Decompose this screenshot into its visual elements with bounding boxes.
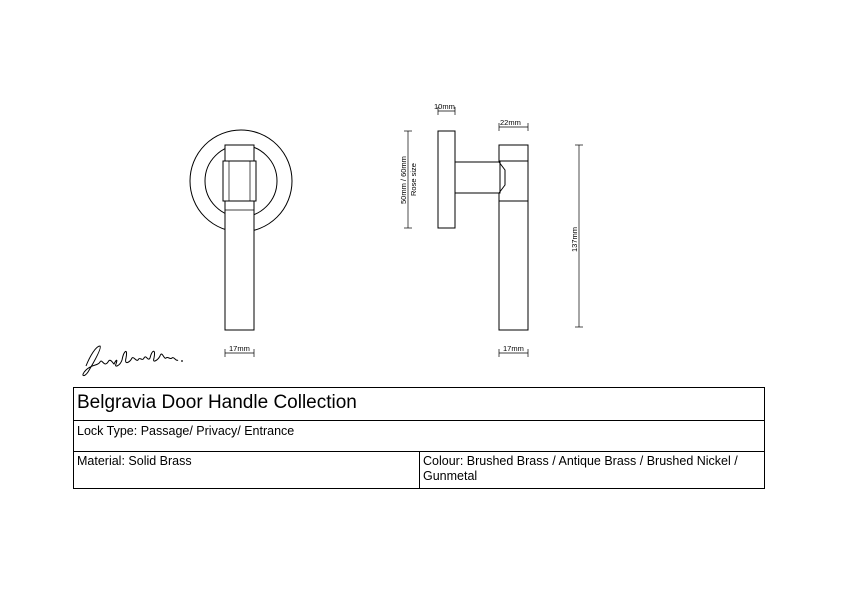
shank	[455, 162, 500, 193]
front-view	[190, 130, 292, 357]
handle-neck	[223, 161, 256, 201]
handle-collar	[499, 145, 528, 161]
rose-plate-side	[438, 131, 455, 228]
handle-length-label: 137mm	[570, 226, 579, 252]
title-block	[73, 387, 765, 489]
side-view	[399, 102, 583, 357]
handle-cap	[225, 145, 254, 161]
collection-title: Belgravia Door Handle Collection	[74, 388, 764, 421]
shank-width-label: 22mm	[500, 118, 521, 127]
logo-signature	[83, 346, 183, 376]
rose-size-note: Rose size	[409, 163, 418, 196]
lock-type: Lock Type: Passage/ Privacy/ Entrance	[74, 421, 764, 452]
rose-size-label: 50mm / 60mm	[399, 156, 408, 204]
front-width-label: 17mm	[229, 344, 250, 353]
material-colour-row	[74, 452, 764, 488]
material: Material: Solid Brass	[74, 452, 420, 488]
colour: Colour: Brushed Brass / Antique Brass / Brushed Nickel / Gunmetal	[423, 454, 738, 483]
rose-thickness-label: 10mm	[434, 102, 455, 111]
handle-neck-side	[499, 161, 528, 201]
handle-lever-side	[499, 201, 528, 330]
handle-lever-front	[225, 201, 254, 330]
side-width-label: 17mm	[503, 344, 524, 353]
